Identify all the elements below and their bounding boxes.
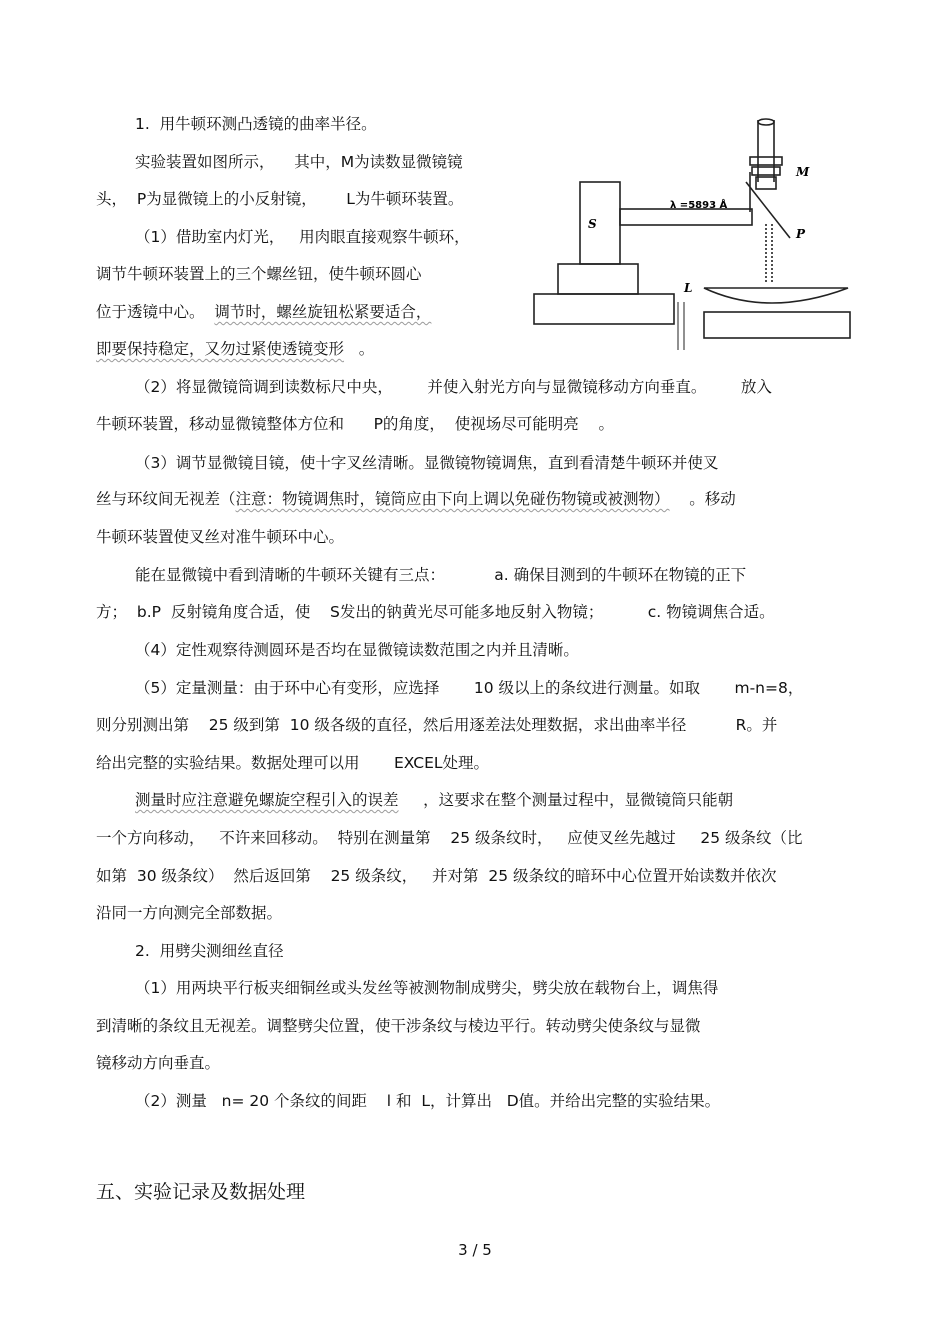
- annotation-underline-2: 即要保持稳定，又勿过紧使透镜变形: [96, 340, 345, 358]
- section5-heading: 五、实验记录及数据处理: [96, 1181, 306, 1203]
- diagram-stand-block: [558, 264, 638, 294]
- step1-line-4: [96, 338, 374, 360]
- error-line-2: 一个方向移动， 不许来回移动。 特别在测量第 25 级条纹时， 应使叉丝先越过 25 级条纹（比: [96, 829, 803, 847]
- section2-title: 2. 用劈尖测细丝直径: [135, 942, 284, 960]
- error-line-1b: ，这要求在整个测量过程中，显微镜筒只能朝: [398, 791, 734, 809]
- step2-line-1: （2）将显微镜筒调到读数标尺中央， 并使入射光方向与显微镜移动方向垂直。 放入: [135, 378, 772, 396]
- diagram-plate: [704, 312, 850, 338]
- step1-line-3a: 位于透镜中心。: [96, 303, 215, 321]
- step1-line-3: [96, 301, 431, 323]
- diagram-lens-L: [704, 288, 848, 303]
- intro-line-2: 头， P为显微镜上的小反射镜， L为牛顿环装置。: [96, 190, 464, 208]
- diagram-objective: [756, 177, 776, 189]
- diagram-tube-top: [758, 119, 774, 125]
- error-line-1: [135, 789, 733, 811]
- diagram-label-L: L: [684, 281, 693, 295]
- diagram-eyepiece-ring-2: [752, 167, 780, 175]
- diagram-arm: [620, 209, 752, 225]
- step5-line-1: （5）定量测量：由于环中心有变形，应选择 10 级以上的条纹进行测量。如取 m-n=8，: [135, 679, 804, 697]
- diagram-label-M: M: [796, 165, 810, 179]
- step3-line-3: 牛顿环装置使叉丝对准牛顿环中心。: [96, 528, 345, 546]
- key-points-line-1: 能在显微镜中看到清晰的牛顿环关键有三点： a. 确保目测到的牛顿环在物镜的正下: [135, 566, 747, 584]
- wedge-step1-line-2: 到清晰的条纹且无视差。调整劈尖位置，使干涉条纹与棱边平行。转动劈尖使条纹与显微: [96, 1017, 701, 1035]
- wedge-step1-line-1: （1）用两块平行板夹细铜丝或头发丝等被测物制成劈尖，劈尖放在载物台上，调焦得: [135, 979, 719, 997]
- step2-line-2: 牛顿环装置，移动显微镜整体方位和 P的角度， 使视场尽可能明亮 。: [96, 415, 614, 433]
- step5-line-3: 给出完整的实验结果。数据处理可以用 EXCEL处理。: [96, 754, 490, 772]
- intro-line-1: 实验装置如图所示， 其中，M为读数显微镜镜: [135, 153, 463, 171]
- annotation-underline-3: 注意：物镜调焦时，镜筒应由下向上调以免碰伤物镜或被测物）: [235, 490, 670, 508]
- step3-line-2a: 丝与环纹间无视差（: [96, 490, 236, 508]
- wedge-step1-line-3: 镜移动方向垂直。: [96, 1054, 221, 1072]
- error-line-4: 沿同一方向测完全部数据。: [96, 904, 283, 922]
- wedge-step2-line-1: （2）测量 n= 20 个条纹的间距 l 和 L，计算出 D值。并给出完整的实验结果。: [135, 1092, 721, 1110]
- step5-line-2: 则分别测出第 25 级到第 10 级各级的直径，然后用逐差法处理数据，求出曲率半径 R。并: [96, 716, 778, 734]
- newton-rings-apparatus-diagram: [528, 112, 866, 352]
- step1-line-4b: 。: [344, 340, 375, 358]
- page-number: 3 / 5: [458, 1241, 492, 1259]
- step4-line-1: （4）定性观察待测圆环是否均在显微镜读数范围之内并且清晰。: [135, 641, 579, 659]
- step3-line-2: [96, 488, 736, 510]
- step1-line-1: （1）借助室内灯光， 用肉眼直接观察牛顿环，: [135, 228, 470, 246]
- diagram-label-S: S: [588, 217, 597, 231]
- section1-title: 1. 用牛顿环测凸透镜的曲率半径。: [135, 115, 377, 133]
- key-points-line-2: 方； b.P 反射镜角度合适，使 S发出的钠黄光尽可能多地反射入物镜； c. 物镜调焦合适。: [96, 603, 775, 621]
- annotation-underline-1: 调节时，螺丝旋钮松紧要适合，: [214, 303, 432, 321]
- diagram-eyepiece-ring-1: [750, 157, 782, 165]
- diagram-source-column: [580, 182, 620, 264]
- diagram-label-P: P: [796, 227, 806, 241]
- error-line-3: 如第 30 级条纹） 然后返回第 25 级条纹， 并对第 25 级条纹的暗环中心位置开始读数并依次: [96, 867, 777, 885]
- step3-line-2c: 。移动: [669, 490, 736, 508]
- diagram-wavelength-label: λ =5893 Å: [670, 200, 728, 211]
- diagram-base-left: [534, 294, 674, 324]
- step3-line-1: （3）调节显微镜目镜，使十字叉丝清晰。显微镜物镜调焦，直到看清楚牛顿环并使叉: [135, 454, 719, 472]
- step1-line-2: 调节牛顿环装置上的三个螺丝钮，使牛顿环圆心: [96, 265, 422, 283]
- annotation-underline-4: 测量时应注意避免螺旋空程引入的误差: [135, 791, 399, 809]
